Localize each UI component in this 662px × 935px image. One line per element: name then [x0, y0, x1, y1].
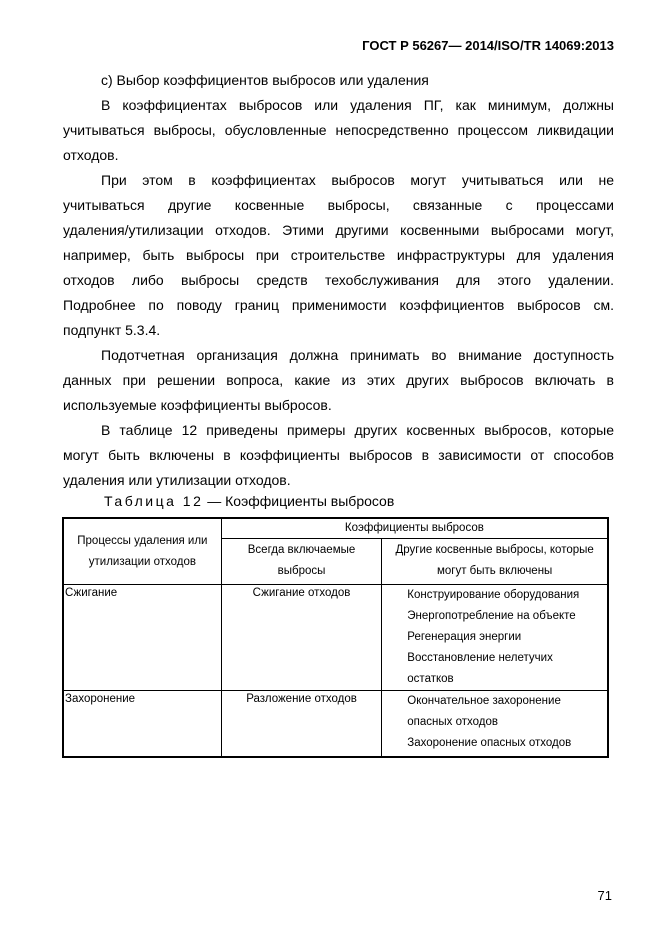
- process-cell: Сжигание: [63, 585, 221, 691]
- other-cell: [382, 691, 608, 757]
- paragraph-1: [63, 93, 614, 168]
- line: данных при решении вопроса, какие из этих других выбросов включать в: [63, 372, 614, 388]
- line: подпункт 5.3.4.: [63, 322, 161, 338]
- always-cell: Разложение отходов: [221, 691, 382, 757]
- list-item: Регенерация энергии: [407, 631, 522, 643]
- paragraph-3: [63, 343, 614, 418]
- col1-header: Процессы удаления или утилизации отходов: [63, 518, 221, 585]
- list-item: Захоронение опасных отходов: [407, 737, 572, 749]
- list-item: опасных отходов: [407, 716, 499, 728]
- line: используемые коэффициенты выбросов.: [63, 397, 332, 413]
- document-header: ГОСТ Р 56267— 2014/ISO/TR 14069:2013: [362, 38, 614, 53]
- line: В коэффициентах выбросов или удаления ПГ, как минимум, должны: [101, 97, 614, 113]
- group-header: Коэффициенты выбросов: [221, 518, 608, 539]
- table-row: [63, 691, 608, 757]
- emission-factors-table: [62, 517, 609, 758]
- line: могут быть включены в коэффициенты выбросов в зависимости от способов: [63, 447, 614, 463]
- col3-header: Другие косвенные выбросы, которые могут быть включены: [382, 539, 608, 585]
- line: удаления/утилизации отходов. Этими другими косвенными выбросами могут,: [63, 222, 614, 238]
- list-item: Восстановление нелетучих: [407, 652, 553, 664]
- list-item: Энергопотребление на объекте: [407, 610, 576, 622]
- list-item: Окончательное захоронение: [407, 695, 561, 707]
- line: учитываться другие косвенные выбросы, связанные с процессами: [63, 197, 614, 213]
- always-cell: Сжигание отходов: [221, 585, 382, 691]
- other-cell: [382, 585, 608, 691]
- line: При этом в коэффициентах выбросов могут учитываться или не: [101, 172, 614, 188]
- line: например, быть выбросы при строительстве инфраструктуры для удаления: [63, 247, 614, 263]
- line: учитываться выбросы, обусловленные непосредственно процессом ликвидации: [63, 122, 614, 138]
- paragraph-2: [63, 168, 614, 343]
- table-caption-title: — Коэффициенты выбросов: [203, 493, 395, 509]
- line: Подробнее по поводу границ применимости коэффициентов выбросов см.: [63, 297, 614, 313]
- paragraph-4: [63, 418, 614, 493]
- line: отходов либо выбросы средств техобслуживания для этого удалении.: [63, 272, 614, 288]
- line: Подотчетная организация должна принимать во внимание доступность: [101, 347, 614, 363]
- list-item: остатков: [407, 673, 454, 685]
- line: отходов.: [63, 147, 119, 163]
- list-item: Конструирование оборудования: [407, 589, 580, 601]
- section-c-heading: с) Выбор коэффициентов выбросов или удаления: [101, 72, 429, 88]
- page-number: 71: [597, 888, 612, 903]
- line: удаления или утилизации отходов.: [63, 472, 291, 488]
- table-row: [63, 585, 608, 691]
- line: В таблице 12 приведены примеры других косвенных выбросов, которые: [101, 422, 614, 438]
- process-cell: Захоронение: [63, 691, 221, 757]
- table-caption: [104, 493, 394, 509]
- col2-header: Всегда включаемые выбросы: [221, 539, 382, 585]
- table-caption-label: Таблица 12: [104, 493, 204, 509]
